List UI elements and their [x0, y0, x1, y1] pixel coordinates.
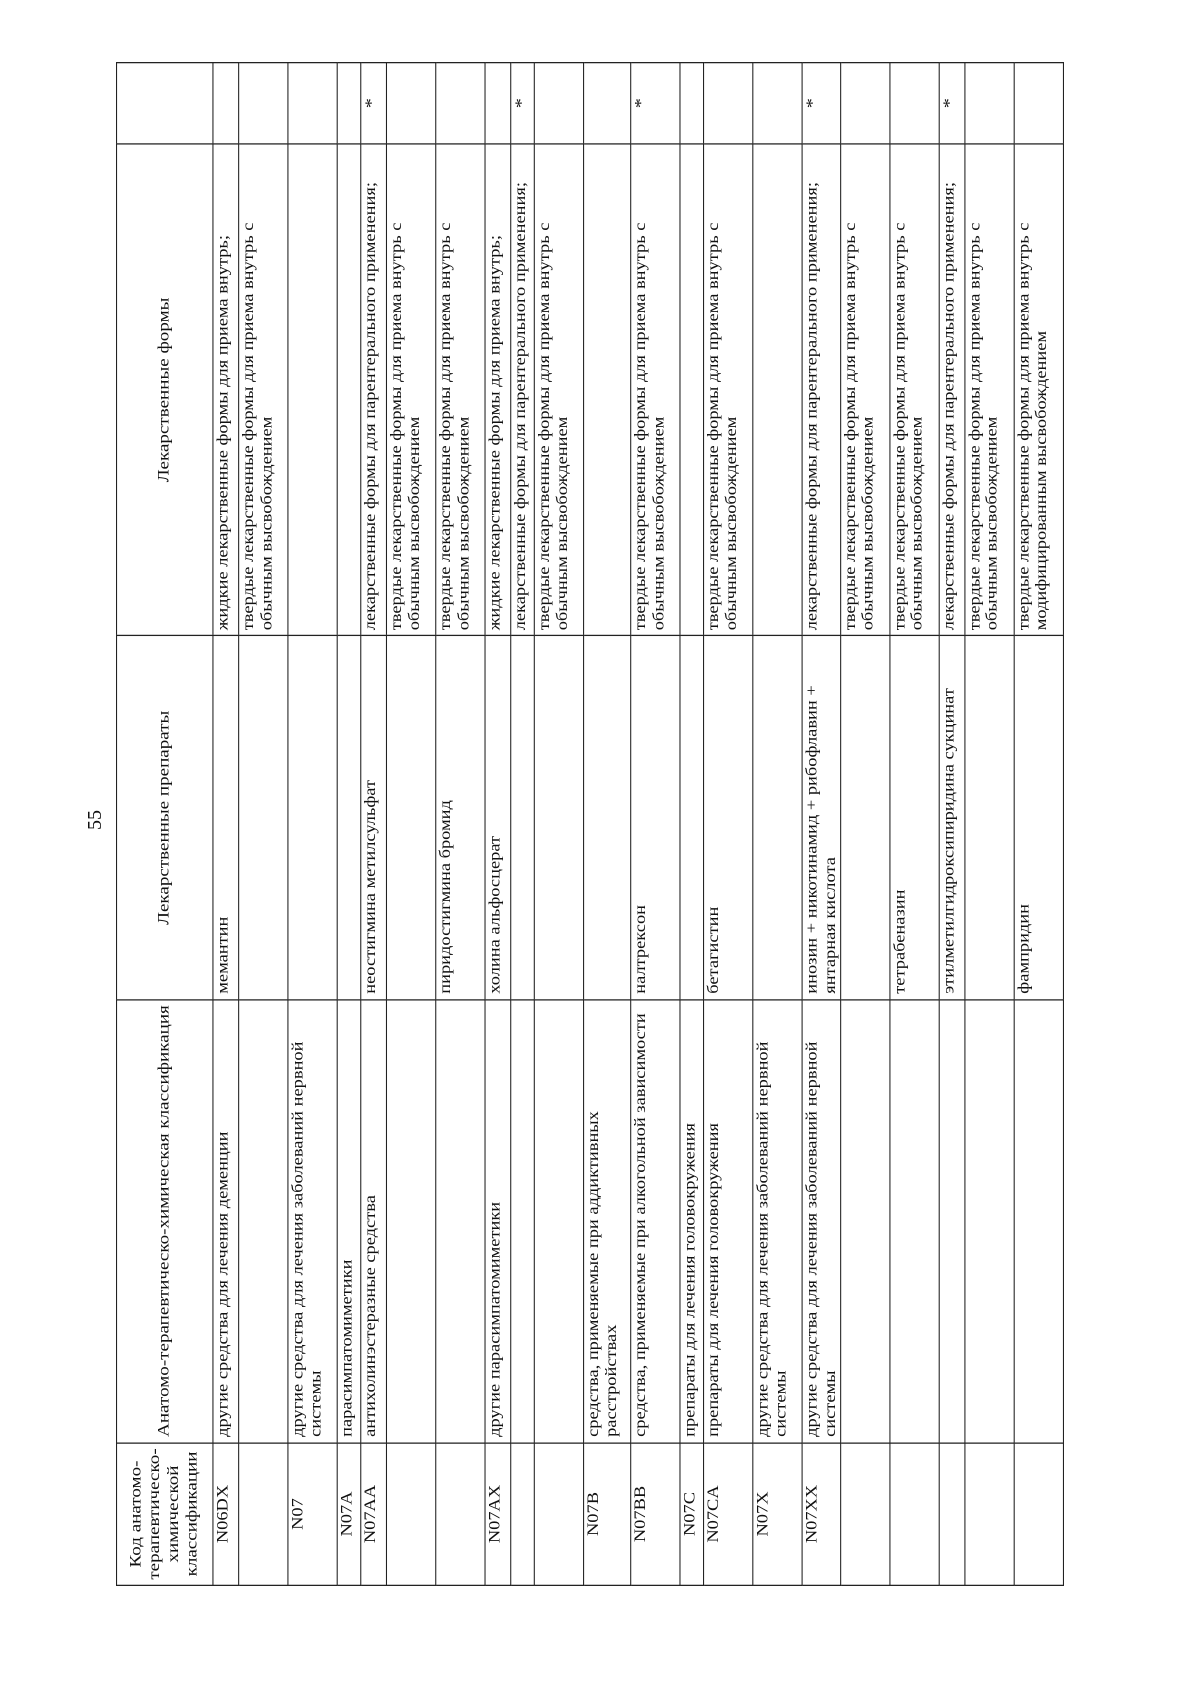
cell-classification: [386, 999, 435, 1442]
cell-classification: другие средства для лечения заболеваний нервной системы: [288, 999, 337, 1442]
cell-code: N07AA: [361, 1443, 387, 1586]
table-row: [239, 63, 288, 1586]
cell-mark: [840, 63, 889, 144]
cell-code: [239, 1443, 288, 1586]
header-code: Код анатомо-терапевтическо-химической классификации: [117, 1443, 213, 1586]
table-row: [965, 63, 1014, 1586]
cell-form: твердые лекарственные формы для приема внутрь с обычным высвобождением: [239, 144, 288, 636]
cell-code: [939, 1443, 965, 1586]
cell-code: N07AX: [485, 1443, 511, 1586]
cell-code: N07C: [680, 1443, 704, 1586]
cell-drug: тетрабеназин: [890, 636, 939, 999]
cell-drug: мемантин: [213, 636, 239, 999]
cell-mark: [534, 63, 583, 144]
table-header-row: [117, 63, 213, 1586]
cell-form: твердые лекарственные формы для приема внутрь с обычным высвобождением: [386, 144, 435, 636]
cell-classification: [965, 999, 1014, 1442]
cell-drug: [337, 636, 361, 999]
cell-drug: [753, 636, 802, 999]
cell-classification: другие средства для лечения заболеваний нервной системы: [753, 999, 802, 1442]
cell-classification: [436, 999, 485, 1442]
cell-mark: [386, 63, 435, 144]
table-row: [840, 63, 889, 1586]
cell-classification: парасимпатомиметики: [337, 999, 361, 1442]
cell-classification: антихолинэстеразные средства: [361, 999, 387, 1442]
cell-mark: [753, 63, 802, 144]
page-number: 55: [84, 810, 106, 830]
cell-code: N07B: [584, 1443, 631, 1586]
cell-mark: [704, 63, 753, 144]
table-row: [213, 63, 239, 1586]
cell-classification: другие средства для лечения деменции: [213, 999, 239, 1442]
cell-drug: этилметилгидроксипиридина сукцинат: [939, 636, 965, 999]
cell-classification: [939, 999, 965, 1442]
cell-classification: средства, применяемые при алкогольной зависимости: [631, 999, 680, 1442]
cell-mark: *: [631, 63, 680, 144]
cell-classification: другие средства для лечения заболеваний нервной системы: [802, 999, 840, 1442]
cell-mark: [288, 63, 337, 144]
cell-form: лекарственные формы для парентерального применения;: [802, 144, 840, 636]
header-classification: Анатомо-терапевтическо-химическая классификация: [117, 999, 213, 1442]
cell-classification: средства, применяемые при аддиктивных расстройствах: [584, 999, 631, 1442]
table-row: [890, 63, 939, 1586]
table-row: [534, 63, 583, 1586]
cell-code: N07X: [753, 1443, 802, 1586]
cell-form: лекарственные формы для парентерального применения;: [511, 144, 535, 636]
cell-code: N07XX: [802, 1443, 840, 1586]
table-row: [631, 63, 680, 1586]
cell-classification: [239, 999, 288, 1442]
cell-classification: [511, 999, 535, 1442]
table-row: [1014, 63, 1063, 1586]
table-row: [337, 63, 361, 1586]
cell-form: твердые лекарственные формы для приема внутрь с обычным высвобождением: [436, 144, 485, 636]
cell-form: [680, 144, 704, 636]
cell-mark: *: [361, 63, 387, 144]
cell-mark: [239, 63, 288, 144]
cell-mark: [584, 63, 631, 144]
cell-classification: препараты для лечения головокружения: [680, 999, 704, 1442]
cell-form: [337, 144, 361, 636]
cell-code: [890, 1443, 939, 1586]
cell-drug: пиридостигмина бромид: [436, 636, 485, 999]
drug-table: [116, 62, 1064, 1586]
cell-code: N06DX: [213, 1443, 239, 1586]
cell-classification: препараты для лечения головокружения: [704, 999, 753, 1442]
cell-drug: [584, 636, 631, 999]
header-mark: [117, 63, 213, 144]
cell-classification: другие парасимпатомиметики: [485, 999, 511, 1442]
cell-classification: [534, 999, 583, 1442]
cell-mark: [337, 63, 361, 144]
cell-code: N07: [288, 1443, 337, 1586]
cell-mark: [213, 63, 239, 144]
cell-drug: [840, 636, 889, 999]
cell-code: [534, 1443, 583, 1586]
cell-drug: неостигмина метилсульфат: [361, 636, 387, 999]
table-body: [213, 63, 1063, 1586]
table-row: [361, 63, 387, 1586]
cell-drug: налтрексон: [631, 636, 680, 999]
cell-drug: фампридин: [1014, 636, 1063, 999]
cell-code: N07BB: [631, 1443, 680, 1586]
cell-form: жидкие лекарственные формы для приема внутрь;: [213, 144, 239, 636]
header-drugs: Лекарственные препараты: [117, 636, 213, 999]
cell-form: твердые лекарственные формы для приема внутрь с обычным высвобождением: [704, 144, 753, 636]
table-row: [584, 63, 631, 1586]
table-row: [485, 63, 511, 1586]
cell-mark: [436, 63, 485, 144]
cell-drug: [386, 636, 435, 999]
cell-code: [840, 1443, 889, 1586]
table-row: [288, 63, 337, 1586]
cell-mark: *: [939, 63, 965, 144]
table-row: [386, 63, 435, 1586]
cell-code: [1014, 1443, 1063, 1586]
cell-code: [511, 1443, 535, 1586]
cell-drug: [511, 636, 535, 999]
cell-code: N07CA: [704, 1443, 753, 1586]
table-row: [704, 63, 753, 1586]
rotated-page-content: [116, 62, 1064, 1586]
cell-form: твердые лекарственные формы для приема внутрь с обычным высвобождением: [890, 144, 939, 636]
cell-classification: [840, 999, 889, 1442]
cell-drug: [534, 636, 583, 999]
cell-drug: холина альфосцерат: [485, 636, 511, 999]
cell-form: лекарственные формы для парентерального применения;: [939, 144, 965, 636]
cell-form: твердые лекарственные формы для приема внутрь с обычным высвобождением: [534, 144, 583, 636]
cell-mark: [965, 63, 1014, 144]
cell-form: [584, 144, 631, 636]
cell-mark: [1014, 63, 1063, 144]
cell-drug: инозин + никотинамид + рибофлавин + янтарная кислота: [802, 636, 840, 999]
cell-drug: [680, 636, 704, 999]
cell-form: [753, 144, 802, 636]
cell-form: [288, 144, 337, 636]
table-row: [511, 63, 535, 1586]
table-row: [939, 63, 965, 1586]
cell-code: N07A: [337, 1443, 361, 1586]
table-row: [680, 63, 704, 1586]
cell-mark: *: [802, 63, 840, 144]
table-row: [436, 63, 485, 1586]
cell-mark: [680, 63, 704, 144]
cell-form: жидкие лекарственные формы для приема внутрь;: [485, 144, 511, 636]
cell-mark: *: [511, 63, 535, 144]
cell-drug: [239, 636, 288, 999]
cell-classification: [1014, 999, 1063, 1442]
cell-form: твердые лекарственные формы для приема внутрь с обычным высвобождением: [631, 144, 680, 636]
cell-form: твердые лекарственные формы для приема внутрь с модифицированным высвобождением: [1014, 144, 1063, 636]
cell-form: твердые лекарственные формы для приема внутрь с обычным высвобождением: [965, 144, 1014, 636]
cell-form: лекарственные формы для парентерального применения;: [361, 144, 387, 636]
table-row: [802, 63, 840, 1586]
cell-code: [386, 1443, 435, 1586]
cell-drug: бетагистин: [704, 636, 753, 999]
cell-classification: [890, 999, 939, 1442]
cell-code: [965, 1443, 1014, 1586]
cell-drug: [288, 636, 337, 999]
cell-mark: [485, 63, 511, 144]
cell-code: [436, 1443, 485, 1586]
header-forms: Лекарственные формы: [117, 144, 213, 636]
cell-drug: [965, 636, 1014, 999]
cell-form: твердые лекарственные формы для приема внутрь с обычным высвобождением: [840, 144, 889, 636]
table-row: [753, 63, 802, 1586]
cell-mark: [890, 63, 939, 144]
